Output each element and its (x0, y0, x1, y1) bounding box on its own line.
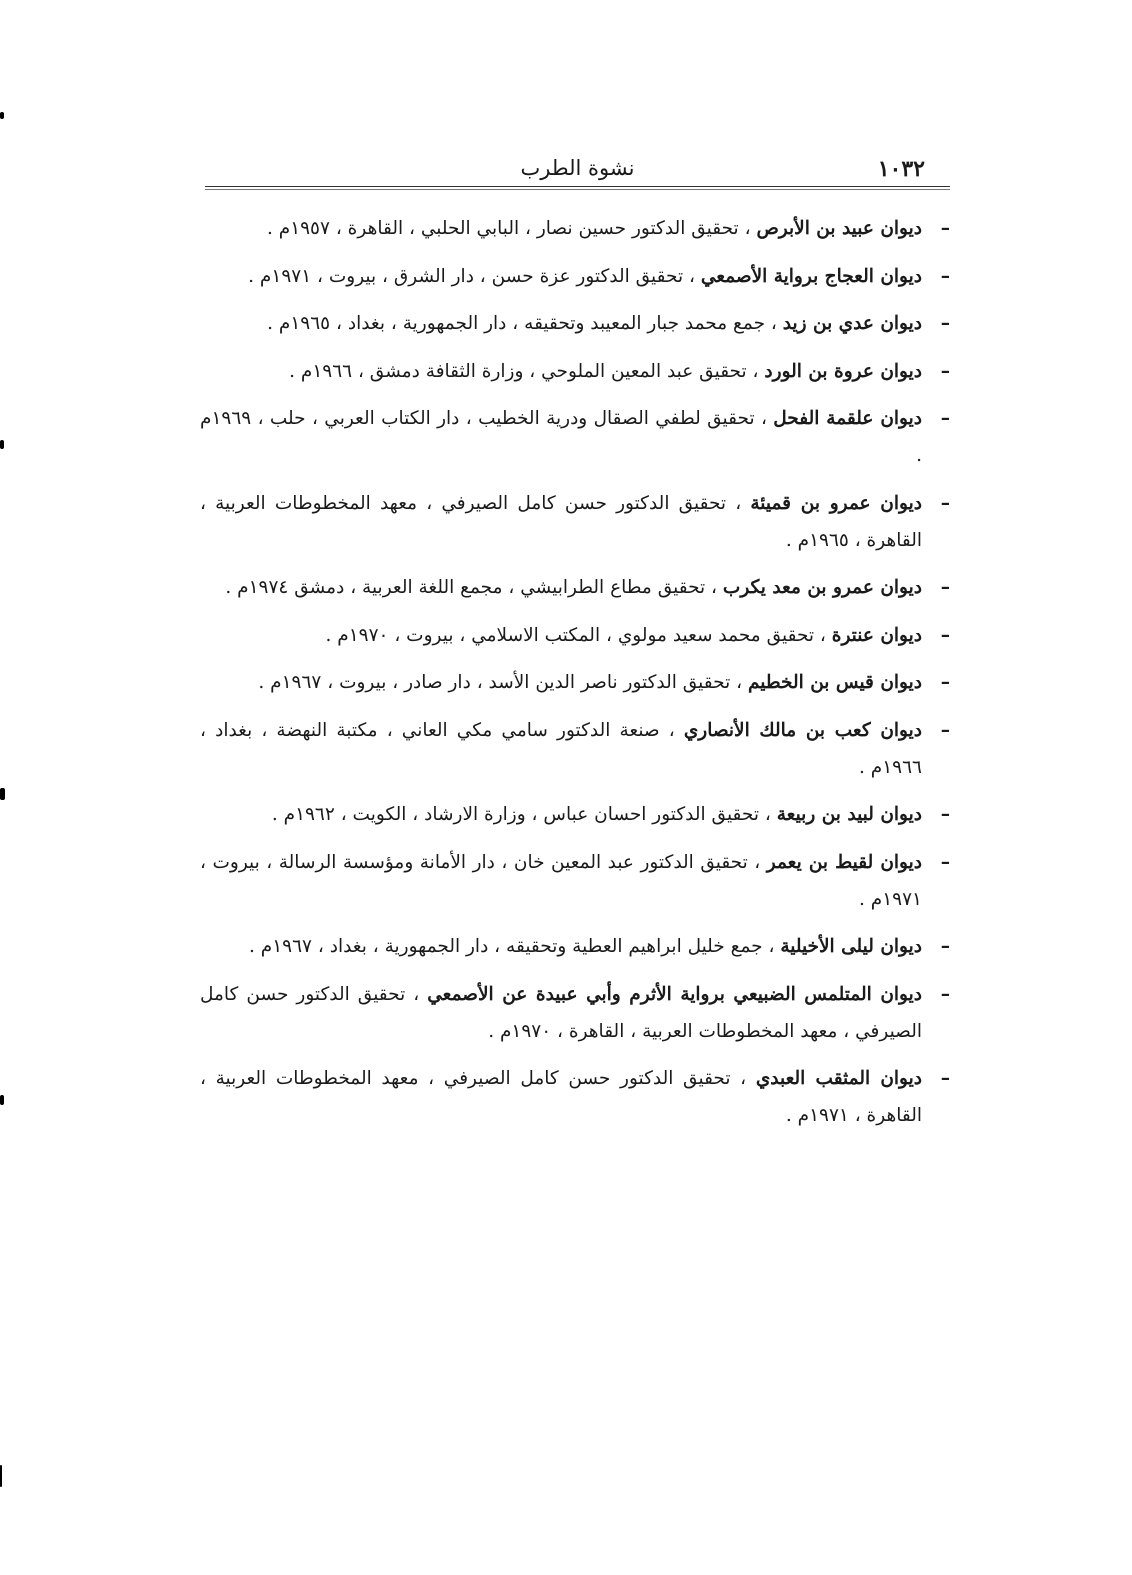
margin-mark (0, 1465, 2, 1487)
bibliography-entry (200, 796, 952, 833)
entry-title: ديوان العجاج برواية الأصمعي (700, 265, 922, 287)
bibliography-entry (200, 353, 952, 390)
entry-title: ديوان عمرو بن قميئة (750, 492, 922, 514)
entry-title: ديوان المثقب العبدي (755, 1068, 922, 1089)
bibliography-entry (200, 569, 952, 606)
bibliography-entry (200, 617, 952, 654)
entry-title: ديوان لبيد بن ربيعة (776, 804, 922, 825)
bibliography-entry (200, 305, 952, 342)
bibliography-entry (200, 258, 952, 295)
entry-details: ، تحقيق محمد سعيد مولوي ، المكتب الاسلامي ، بيروت ، ١٩٧٠م . (325, 624, 826, 646)
entry-title: ديوان المتلمس الضبيعي برواية الأثرم وأبي عبيدة عن الأصمعي (427, 983, 922, 1005)
page-number: ١٠٣٢ (877, 156, 925, 182)
entry-details: ، تحقيق عبد المعين الملوحي ، وزارة الثقافة دمشق ، ١٩٦٦م . (289, 360, 759, 382)
entry-title: ديوان عنترة (831, 624, 922, 646)
entry-details: ، صنعة الدكتور سامي مكي العاني ، مكتبة النهضة ، بغداد ، ١٩٦٦م . (200, 719, 922, 778)
margin-mark (0, 112, 4, 119)
bibliography-entry (200, 400, 952, 474)
entry-title: ديوان ليلى الأخيلية (780, 936, 922, 957)
margin-mark (0, 1095, 4, 1105)
bibliography-entry (200, 210, 952, 247)
margin-mark (0, 788, 5, 800)
entry-details: ، جمع خليل ابراهيم العطية وتحقيقه ، دار الجمهورية ، بغداد ، ١٩٦٧م . (249, 936, 775, 957)
bibliography-list (200, 210, 952, 1145)
header-rule (205, 189, 950, 190)
entry-title: ديوان عبيد بن الأبرص (756, 218, 922, 239)
bibliography-entry (200, 928, 952, 965)
entry-details: ، تحقيق الدكتور عبد المعين خان ، دار الأمانة ومؤسسة الرسالة ، بيروت ، ١٩٧١م . (200, 851, 922, 910)
entry-title: ديوان عروة بن الورد (764, 360, 922, 382)
entry-title: ديوان عمرو بن معد يكرب (722, 577, 922, 598)
entry-details: ، جمع محمد جبار المعيبد وتحقيقه ، دار الجمهورية ، بغداد ، ١٩٦٥م . (267, 313, 777, 334)
entry-details: ، تحقيق الدكتور حسن كامل الصيرفي ، معهد المخطوطات العربية ، القاهرة ، ١٩٦٥م . (200, 492, 922, 551)
running-title: نشوة الطرب (520, 156, 635, 180)
bibliography-entry (200, 976, 952, 1050)
bibliography-entry (200, 1060, 952, 1134)
entry-details: ، تحقيق الدكتور احسان عباس ، وزارة الارشاد ، الكويت ، ١٩٦٢م . (271, 804, 771, 825)
bibliography-entry (200, 844, 952, 918)
entry-title: ديوان قيس بن الخطيم (747, 672, 922, 693)
margin-mark (0, 440, 4, 449)
entry-details: ، تحقيق لطفي الصقال ودرية الخطيب ، دار الكتاب العربي ، حلب ، ١٩٦٩م . (200, 408, 922, 466)
entry-title: ديوان لقيط بن يعمر (766, 851, 922, 873)
header-rule (205, 186, 950, 187)
bibliography-entry (200, 664, 952, 701)
entry-details: ، تحقيق مطاع الطرابيشي ، مجمع اللغة العربية ، دمشق ١٩٧٤م . (225, 577, 718, 598)
entry-title: ديوان كعب بن مالك الأنصاري (683, 719, 922, 741)
entry-details: ، تحقيق الدكتور حسن كامل الصيرفي ، معهد المخطوطات العربية ، القاهرة ، ١٩٧٠م . (200, 983, 922, 1042)
bibliography-entry (200, 712, 952, 786)
entry-title: ديوان عدي بن زيد (782, 313, 922, 334)
entry-details: ، تحقيق الدكتور حسن كامل الصيرفي ، معهد المخطوطات العربية ، القاهرة ، ١٩٧١م . (200, 1068, 922, 1126)
page-header (205, 150, 950, 190)
entry-details: ، تحقيق الدكتور حسين نصار ، البابي الحلبي ، القاهرة ، ١٩٥٧م . (266, 218, 751, 239)
bibliography-entry (200, 485, 952, 559)
entry-details: ، تحقيق الدكتور عزة حسن ، دار الشرق ، بيروت ، ١٩٧١م . (248, 265, 695, 287)
entry-details: ، تحقيق الدكتور ناصر الدين الأسد ، دار صادر ، بيروت ، ١٩٦٧م . (258, 672, 743, 693)
entry-title: ديوان علقمة الفحل (773, 408, 922, 429)
